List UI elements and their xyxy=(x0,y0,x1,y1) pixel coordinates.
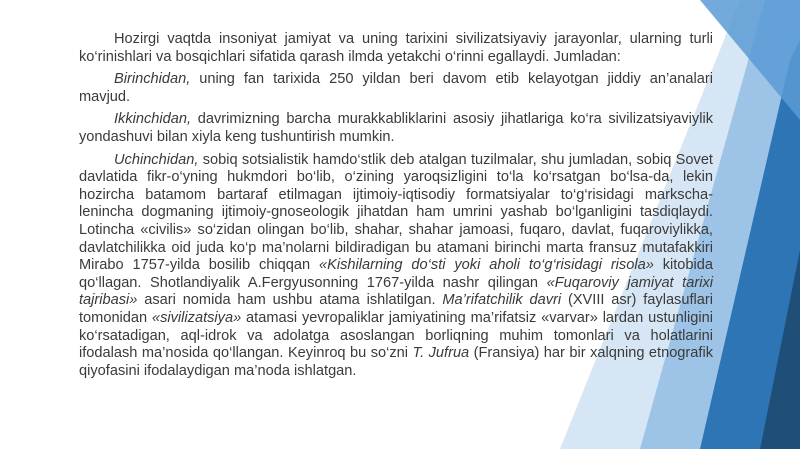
italic-text-run: Birinchidan, xyxy=(114,71,191,88)
text-run: asari nomida ham ushbu atama ishlatilgan. xyxy=(137,292,443,309)
text-run: uning fan tarixida 250 yildan beri davom etib kelayotgan jiddiy an’analari mavjud. xyxy=(79,71,713,105)
paragraph xyxy=(79,31,713,66)
italic-text-run: Ma’rifatchilik davri xyxy=(442,292,562,309)
italic-text-run: «Fuqaroviy jamiyat tarixi tajribasi» xyxy=(79,274,713,309)
text-run: Hozirgi vaqtda insoniyat jamiyat va uning tarixini sivilizatsiyaviy jarayonlar, ularning turli ko‘rinishlari va bosqichlari sifatida qarash ilmda yetakchi o‘rinni egallaydi. Jumladan: xyxy=(79,31,713,65)
text-run: kitobida qo‘llagan. Shotlandiyalik A.Fergyusonning 1767-yilda nashr qilingan xyxy=(79,257,713,291)
italic-text-run: Uchinchidan, xyxy=(114,151,199,168)
text-run: (Fransiya) har bir xalqning etnografik qiyofasini ifodalaydigan ma’noda ishlatgan. xyxy=(79,345,713,379)
text-run: davrimizning barcha murakkabliklarini asosiy jihatlariga ko‘ra sivilizatsiyaviylik yondashuvi bilan xiyla keng tushuntirish mumkin. xyxy=(79,111,713,145)
text-run: sobiq sotsialistik hamdo‘stlik deb atalgan tuzilmalar, shu jumladan, sobiq Sovet davlatida fikr-o‘yning hukmdori bo‘lib, o‘zining yaroqsizligini to‘la ko‘rsatgan bo‘lsa-da, lekin hozircha batamom bartaraf etilmagan ijtimoiy-iqtisodiy formatsiyalar to‘g‘risidagi markscha-lenincha dogmaning ijtimoiy-gnoseologik jihatdan ham umrini yashab bo‘lganligini tasdiqlaydi. Lotincha «civilis» so‘zidan olingan bo‘lib, shahar, shahar jamoasi, fuqaro, davlat, fuqaroviylikka, davlatchilikka oid juda ko‘p ma’nolarni bildiradigan bu atamani birinchi marta fransuz mutafakkiri Mirabo 1757-yilda bosilib chiqqan xyxy=(79,151,713,274)
paragraph xyxy=(79,111,713,146)
text-run: (XVIII asr) faylasuflari tomonidan xyxy=(79,292,713,326)
italic-text-run: «sivilizatsiya» xyxy=(151,309,242,326)
text-run: atamasi yevropaliklar jamiyatining ma’rifatsiz «varvar» lardan ustunligini ko‘rsatadigan, aql-idrok va adolatga asoslangan borliqning muhim tomonlari va holatlarini ifodalash ma’nosida qo‘llangan. Keyinroq bu so‘zni xyxy=(79,309,713,362)
italic-text-run: T. Jufrua xyxy=(412,345,470,362)
paragraph xyxy=(79,71,713,106)
text-body xyxy=(79,31,713,385)
italic-text-run: «Kishilarning do‘sti yoki aholi to‘g‘risidagi risola» xyxy=(318,257,654,274)
italic-text-run: Ikkinchidan, xyxy=(114,111,192,128)
paragraph xyxy=(79,152,713,381)
